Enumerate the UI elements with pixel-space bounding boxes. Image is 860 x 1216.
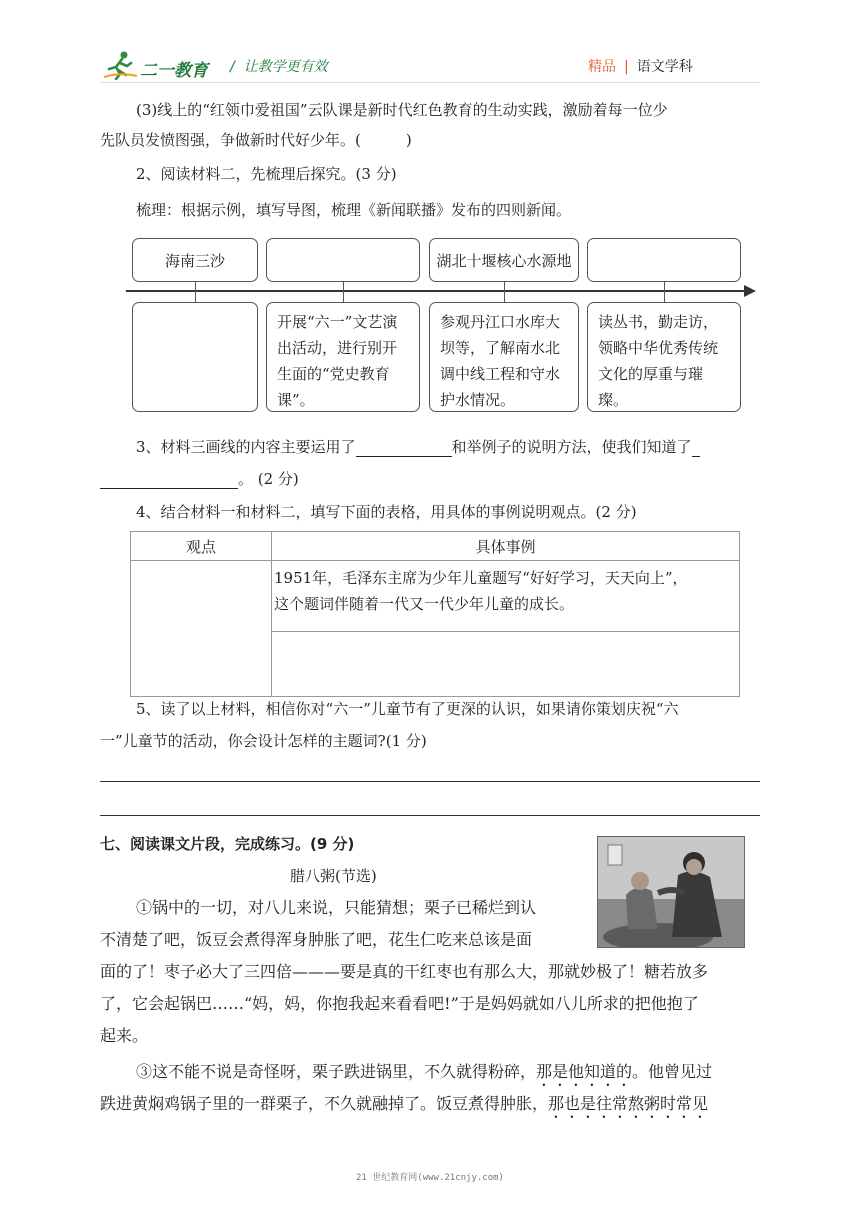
viewpoint-table <box>130 531 740 697</box>
viewpoint-cell-blank[interactable] <box>131 561 272 697</box>
example-line-2: 这个题词伴随着一代又一代少年儿童的成长。 <box>274 595 575 613</box>
q3-blank-2-start[interactable] <box>692 440 700 457</box>
q3-line2 <box>100 469 299 489</box>
header-slogan: / 让教学更有效 <box>230 59 328 75</box>
q1-item3-line2: 先队员发愤图强，争做新时代好少年。( ) <box>100 131 412 149</box>
answer-line-2[interactable] <box>100 815 760 816</box>
q2-title: 2、阅读材料二，先梳理后探究。(3 分) <box>136 165 397 183</box>
logo <box>104 50 234 80</box>
logo-text: 二一教育 <box>140 61 208 81</box>
top-box-4-blank[interactable] <box>587 238 741 282</box>
bottom-box-4: 读丛书，勤走访，领略中华优秀传统文化的厚重与璀璨。 <box>587 302 741 412</box>
q4-title: 4、结合材料一和材料二，填写下面的表格，用具体的事例说明观点。(2 分) <box>136 503 637 521</box>
example-cell-1 <box>272 561 740 632</box>
connector-1 <box>195 282 196 303</box>
connector-2 <box>343 282 344 303</box>
q1-item3-line1: (3)线上的“红领巾爱祖国”云队课是新时代红色教育的生动实践，激励着每一位少 <box>136 101 668 119</box>
tag-quality: 精品 <box>588 59 616 75</box>
slogan-text: 让教学更有效 <box>243 59 328 75</box>
q3-text-3: 。 (2 分) <box>238 470 299 488</box>
p3-line1-text-b: 。他曾见过 <box>632 1062 713 1081</box>
page-footer: 21 世纪教育网(www.21cnjy.com) <box>356 1173 504 1183</box>
p3-line2-dotted: 那也是往常熬粥时常见 <box>548 1094 709 1113</box>
running-figure-icon <box>104 50 138 80</box>
top-box-2-blank[interactable] <box>266 238 420 282</box>
p3-line1 <box>136 1062 712 1090</box>
passage-title: 腊八粥(节选) <box>290 867 377 885</box>
q3-text-1: 3、材料三画线的内容主要运用了 <box>136 438 356 456</box>
q5-line2: 一”儿童节的活动，你会设计怎样的主题词?(1 分) <box>100 732 427 750</box>
section7-title: 七、阅读课文片段，完成练习。(9 分) <box>100 835 355 853</box>
timeline-arrow-icon <box>744 285 756 297</box>
connector-4 <box>664 282 665 303</box>
p1-line4: 了，它会起锅巴……“妈，妈，你抱我起来看看吧!”于是妈妈就如八儿所求的把他抱了 <box>100 994 699 1013</box>
header-divider <box>100 82 760 83</box>
tag-subject: 语文学科 <box>636 59 693 75</box>
timeline-axis <box>126 290 746 292</box>
top-box-3: 湖北十堰核心水源地 <box>429 238 579 282</box>
p3-line1-dotted: 那是他知道的 <box>536 1062 633 1081</box>
p1-line1: ①锅中的一切，对八儿来说，只能猜想；栗子已稀烂到认 <box>136 898 537 917</box>
example-line-1: 1951年，毛泽东主席为少年儿童题写“好好学习，天天向上”， <box>274 569 688 587</box>
example-cell-2-blank[interactable] <box>272 632 740 697</box>
q3-text-2: 和举例子的说明方法，使我们知道了 <box>451 438 692 456</box>
table-header-viewpoint: 观点 <box>131 532 272 561</box>
p1-line3: 面的了！枣子必大了三四倍———要是真的干红枣也有那么大，那就妙极了！糖若放多 <box>100 962 709 981</box>
p3-line1-text-a: ③这不能不说是奇怪呀，栗子跌进锅里，不久就得粉碎， <box>136 1062 537 1081</box>
p3-line2 <box>100 1094 708 1122</box>
q3-line1 <box>136 437 700 457</box>
p3-line2-text-a: 跌进黄焖鸡锅子里的一群栗子，不久就融掉了。饭豆煮得肿胀， <box>100 1094 549 1113</box>
q2-subtitle: 梳理：根据示例，填写导图，梳理《新闻联播》发布的四则新闻。 <box>136 201 572 219</box>
answer-line-1[interactable] <box>100 781 760 782</box>
top-box-1: 海南三沙 <box>132 238 258 282</box>
mother-child-illustration-icon <box>598 837 744 947</box>
illustration-photo <box>597 836 745 948</box>
bottom-box-1-blank[interactable] <box>132 302 258 412</box>
p1-line5: 起来。 <box>100 1026 149 1045</box>
bottom-box-2: 开展“六一”文艺演出活动，进行别开生面的“党史教育课”。 <box>266 302 420 412</box>
q3-blank-2[interactable] <box>100 472 238 489</box>
q5-line1: 5、读了以上材料，相信你对“六一”儿童节有了更深的认识，如果请你策划庆祝“六 <box>136 700 679 718</box>
q3-blank-1[interactable] <box>356 440 452 457</box>
connector-3 <box>504 282 505 303</box>
header-tags: 精品 | 语文学科 <box>588 59 693 75</box>
p1-line2: 不清楚了吧，饭豆会煮得浑身肿胀了吧，花生仁吃来总该是面 <box>100 930 533 949</box>
table-header-example: 具体事例 <box>272 532 740 561</box>
bottom-box-3: 参观丹江口水库大坝等，了解南水北调中线工程和守水护水情况。 <box>429 302 579 412</box>
